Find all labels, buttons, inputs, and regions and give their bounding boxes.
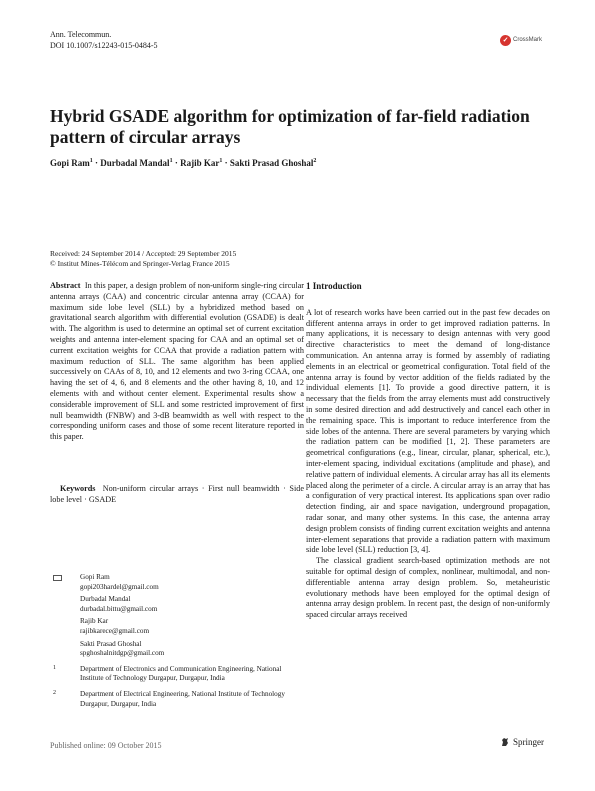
intro-paragraph: The classical gradient search-based optimization methods are not suitable for optimal design of complex, nonlinear, multimodal, and non-differentiable antenna array design problem. So, metaheuristic evolutionary methods have been employed for the optimal design of antenna array design problem. In recent past, the design of non-uniformly spaced circular arrays received [306,556,550,620]
author-separator: · [92,158,101,168]
author-name: Durbadal Mandal [100,158,170,168]
author-affiliation-mark: 1 [89,158,93,164]
contact-block [50,573,304,709]
contact-email[interactable]: durbadal.bittu@gmail.com [80,604,158,613]
contact-name: Sakti Prasad Ghoshal [80,639,142,648]
author-name: Gopi Ram [50,158,90,168]
crossmark-icon: ✓ [500,35,511,46]
abstract [50,281,304,443]
affiliation-text: Department of Electronics and Communication Engineering, National Institute of Technology Durgapur, Durgapur, India [80,664,282,683]
abstract-text: In this paper, a design problem of non-uniform single-ring circular antenna arrays (CAA) and concentric circular antenna array (CCAA) for maximum side lobe level (SLL) by a hybridized method based on gravitational search algorithm with differential evolution (GSADE) is dealt with. The algorithm is used to determine an optimal set of current excitation weights and antenna inter-element spacing for CAA and an optimal set of current excitation weights for CCAA that provide a radiation pattern with maximum reduction of SLL. The same algorithm has been applied successively on CAAs of 8, 10, and 12 elements and two 3-ring CCAA, one having the set of 4, 6, and 8 elements and the other having 8, 10, and 12 elements with and without center element. Experimental results show a considerable improvement of SLL and some restricted improvement of first null beamwidth (FNBW) and 3-dB beamwidth as well with respect to the corresponding uniform cases and those of some recent literature reported in this paper. [50,281,305,442]
contact-email[interactable]: spghoshalnitdgp@gmail.com [80,649,165,658]
author-name: Sakti Prasad Ghoshal [229,158,314,168]
contact-email[interactable]: rajibkarece@gmail.com [80,626,150,635]
contact-email[interactable]: gopi203hardel@gmail.com [80,582,159,591]
published-online: Published online: 09 October 2015 [50,741,162,750]
crossmark-badge[interactable] [500,34,550,46]
section-heading: 1 Introduction [306,281,362,291]
affiliation-text: Department of Electrical Engineering, National Institute of Technology Durgapur, Durgapur, India [80,689,285,708]
contact-name: Durbadal Mandal [80,595,131,604]
journal-name: Ann. Telecommun. [50,30,112,39]
abstract-label: Abstract [50,281,81,290]
affiliation [50,665,304,684]
contact-entry [50,595,304,614]
author-separator: · [222,158,230,168]
contact-entry [50,573,304,592]
affiliation [50,690,304,709]
crossmark-label: CrossMark [513,37,543,43]
intro-paragraph: A lot of research works have been carried out in the past few decades on different antenna arrays in order to get improved radiation patterns. In many applications, it is necessary to design antennas with very good directive characteristics to meet the demand of long-distance communication. An antenna array is formed by assembly of radiating elements in an electrical or geometrical configuration. Total field of the antenna array is found by vector addition of the fields radiated by the individual elements [1]. To provide a good directive pattern, it is necessary that the fields from the array elements must add constructively in some desired direction and add destructively and cancel each other in the remaining space. This is important to reduce interference from the side lobes of the antenna. There are several parameters by varying which the radiation pattern can be modified [1, 2]. These parameters are geometrical configurations (e.g., linear, circular, planar, spherical, etc.), inter-element spacing, individual excitations (amplitude and phase), and relative pattern of individual elements. A circular array has all its elements placed along the perimeter of a circle. A circular array is an array that has a configuration of very practical interest. Its applications span over radio detection finding, air and space navigation, underground propagation, radar sonar, and many other systems. In this case, the antenna array design problem consists of finding current excitation weights and antenna inter-element separations that provide a radiation pattern with maximum side lobe level (SLL) reduction [3, 4]. [306,307,550,555]
keywords [50,484,304,506]
keywords-text: Non-uniform circular arrays · First null beamwidth · Side lobe level · GSADE [50,483,304,504]
envelope-icon [53,575,62,581]
affiliation-number: 1 [53,664,56,671]
author-affiliation-mark: 1 [169,158,173,164]
publisher-name: Springer [513,737,544,747]
publisher-logo [500,737,544,747]
publication-dates [50,249,236,269]
doi[interactable]: DOI 10.1007/s12243-015-0484-5 [50,40,158,50]
paper-title: Hybrid GSADE algorithm for optimization of far-field radiation pattern of circular arrays [50,106,530,147]
contact-entry [50,640,304,659]
keywords-label: Keywords [60,483,96,493]
author-affiliation-mark: 2 [313,158,317,164]
contact-entry [50,617,304,636]
contact-name: Rajib Kar [80,617,109,626]
author-affiliation-mark: 1 [219,158,223,164]
author-list [50,158,316,168]
contact-name: Gopi Ram [80,573,110,581]
journal-header [50,30,158,51]
springer-horse-icon [500,737,510,747]
author-separator: · [172,158,181,168]
received-accepted: Received: 24 September 2014 / Accepted: 29 September 2015 [50,249,237,258]
affiliation-number: 2 [53,689,56,696]
left-column [50,281,304,506]
copyright: © Institut Mines-Télécom and Springer-Verlag France 2015 [50,259,230,268]
right-column [306,281,550,621]
author-name: Rajib Kar [180,158,220,168]
